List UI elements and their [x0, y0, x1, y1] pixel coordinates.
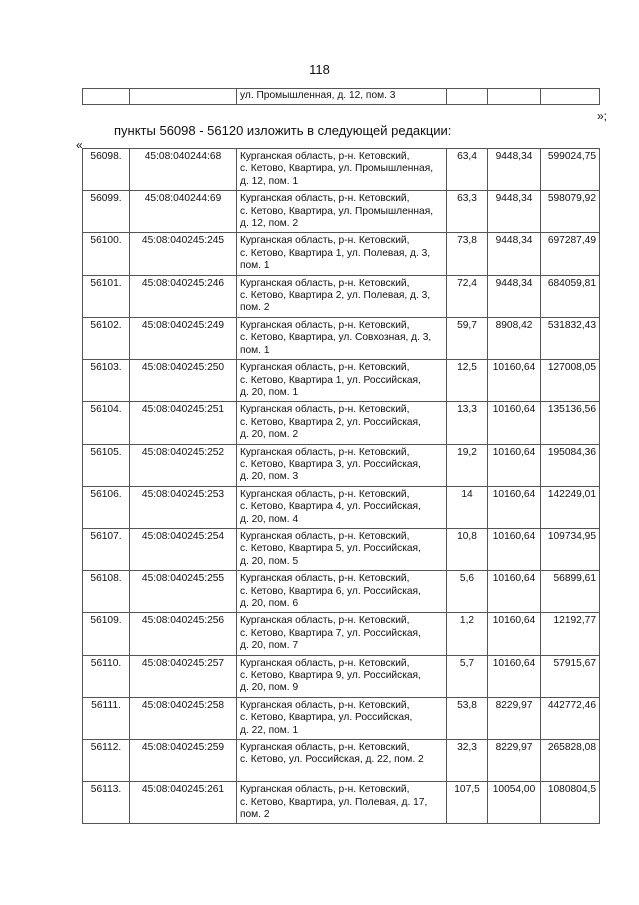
cell-address: Курганская область, р-н. Кетовский, с. Кетово, Квартира, ул. Промышленная, д. 12, пом. 1 — [237, 149, 447, 191]
cell-area: 10,8 — [447, 528, 488, 570]
cell-area: 53,8 — [447, 697, 488, 739]
cell-value: 684059,81 — [541, 275, 600, 317]
table-row — [83, 528, 600, 570]
cell-cadastral: 45:08:040245:245 — [130, 233, 237, 275]
cell-price: 10160,64 — [488, 444, 541, 486]
table-row — [83, 571, 600, 613]
cell-address: Курганская область, р-н. Кетовский, с. Кетово, Квартира 4, ул. Российская, д. 20, пом. 4 — [237, 486, 447, 528]
cell-value: 127008,05 — [541, 360, 600, 402]
cell-number: 56100. — [83, 233, 130, 275]
cell-address: Курганская область, р-н. Кетовский, с. Кетово, Квартира 7, ул. Российская, д. 20, пом. 7 — [237, 613, 447, 655]
cell-address: Курганская область, р-н. Кетовский, с. Кетово, Квартира 1, ул. Полевая, д. 3, пом. 1 — [237, 233, 447, 275]
cell-value: 109734,95 — [541, 528, 600, 570]
page-number: 118 — [309, 62, 330, 77]
cell-number: 56105. — [83, 444, 130, 486]
cell-value: 135136,56 — [541, 402, 600, 444]
cell-cadastral: 45:08:040245:257 — [130, 655, 237, 697]
cell-price: 10160,64 — [488, 655, 541, 697]
table-row — [83, 233, 600, 275]
cell-address: Курганская область, р-н. Кетовский, с. Кетово, Квартира, ул. Промышленная, д. 12, пом. 2 — [237, 191, 447, 233]
cell-cadastral: 45:08:040245:255 — [130, 571, 237, 613]
cell-number: 56106. — [83, 486, 130, 528]
cell-number: 56098. — [83, 149, 130, 191]
cell-area: 1,2 — [447, 613, 488, 655]
cell-cadastral: 45:08:040245:253 — [130, 486, 237, 528]
cell-price: 10160,64 — [488, 360, 541, 402]
cell-price: 8229,97 — [488, 740, 541, 782]
cell-value: 697287,49 — [541, 233, 600, 275]
cell-cadastral: 45:08:040244:69 — [130, 191, 237, 233]
cell-area: 5,7 — [447, 655, 488, 697]
cell-cadastral: 45:08:040245:261 — [130, 782, 237, 824]
cell-price: 10160,64 — [488, 571, 541, 613]
cell-cadastral: 45:08:040244:68 — [130, 149, 237, 191]
amendment-intro: пункты 56098 - 56120 изложить в следующей редакции: — [114, 123, 452, 138]
cell-number: 56107. — [83, 528, 130, 570]
cell-area — [447, 89, 488, 105]
cell-value: 265828,08 — [541, 740, 600, 782]
table-row — [83, 89, 600, 105]
cell-number: 56099. — [83, 191, 130, 233]
cell-address: Курганская область, р-н. Кетовский, с. Кетово, Квартира, ул. Российская, д. 22, пом. 1 — [237, 697, 447, 739]
cell-value: 599024,75 — [541, 149, 600, 191]
cell-price: 10054,00 — [488, 782, 541, 824]
cell-value: 598079,92 — [541, 191, 600, 233]
cell-value: 531832,43 — [541, 317, 600, 359]
table-row — [83, 782, 600, 824]
cell-cadastral: 45:08:040245:251 — [130, 402, 237, 444]
cell-address: Курганская область, р-н. Кетовский, с. Кетово, Квартира 1, ул. Российская, д. 20, пом. 1 — [237, 360, 447, 402]
property-table — [82, 148, 600, 824]
cell-cadastral: 45:08:040245:252 — [130, 444, 237, 486]
cell-area: 19,2 — [447, 444, 488, 486]
cell-address: Курганская область, р-н. Кетовский, с. Кетово, Квартира 2, ул. Полевая, д. 3, пом. 2 — [237, 275, 447, 317]
cell-address: Курганская область, р-н. Кетовский, с. Кетово, Квартира 9, ул. Российская, д. 20, пом. 9 — [237, 655, 447, 697]
cell-cadastral: 45:08:040245:249 — [130, 317, 237, 359]
cell-area: 12,5 — [447, 360, 488, 402]
cell-number — [83, 89, 130, 105]
cell-cadastral: 45:08:040245:254 — [130, 528, 237, 570]
table-row — [83, 275, 600, 317]
cell-value — [541, 89, 600, 105]
cell-number: 56108. — [83, 571, 130, 613]
table-row — [83, 402, 600, 444]
cell-value: 195084,36 — [541, 444, 600, 486]
cell-price: 10160,64 — [488, 613, 541, 655]
cell-price: 9448,34 — [488, 233, 541, 275]
cell-price: 8908,42 — [488, 317, 541, 359]
table-row — [83, 697, 600, 739]
cell-value: 57915,67 — [541, 655, 600, 697]
cell-cadastral: 45:08:040245:246 — [130, 275, 237, 317]
cell-value: 12192,77 — [541, 613, 600, 655]
cell-address: Курганская область, р-н. Кетовский, с. Кетово, Квартира, ул. Полевая, д. 17, пом. 2 — [237, 782, 447, 824]
cell-number: 56102. — [83, 317, 130, 359]
closing-quote: »; — [597, 109, 608, 123]
opening-quote: « — [76, 138, 83, 152]
cell-area: 73,8 — [447, 233, 488, 275]
table-row — [83, 317, 600, 359]
cell-address: Курганская область, р-н. Кетовский, с. Кетово, Квартира 2, ул. Российская, д. 20, пом. 2 — [237, 402, 447, 444]
table-row — [83, 149, 600, 191]
cell-number: 56103. — [83, 360, 130, 402]
table-row — [83, 486, 600, 528]
cell-value: 56899,61 — [541, 571, 600, 613]
cell-number: 56110. — [83, 655, 130, 697]
cell-number: 56113. — [83, 782, 130, 824]
cell-address: Курганская область, р-н. Кетовский, с. Кетово, Квартира 5, ул. Российская, д. 20, пом. 5 — [237, 528, 447, 570]
cell-area: 32,3 — [447, 740, 488, 782]
cell-price: 10160,64 — [488, 402, 541, 444]
cell-price: 9448,34 — [488, 191, 541, 233]
cell-area: 5,6 — [447, 571, 488, 613]
cell-address: Курганская область, р-н. Кетовский, с. Кетово, ул. Российская, д. 22, пом. 2 — [237, 740, 447, 782]
cell-price — [488, 89, 541, 105]
cell-number: 56101. — [83, 275, 130, 317]
table-row — [83, 740, 600, 782]
cell-price: 10160,64 — [488, 486, 541, 528]
cell-cadastral: 45:08:040245:256 — [130, 613, 237, 655]
table-row — [83, 444, 600, 486]
cell-price: 9448,34 — [488, 275, 541, 317]
cell-area: 72,4 — [447, 275, 488, 317]
cell-cadastral — [130, 89, 237, 105]
table-row — [83, 360, 600, 402]
cell-address: Курганская область, р-н. Кетовский, с. Кетово, Квартира 6, ул. Российская, д. 20, пом. 6 — [237, 571, 447, 613]
cell-area: 14 — [447, 486, 488, 528]
table-row — [83, 655, 600, 697]
previous-table-fragment — [82, 88, 600, 105]
cell-value: 1080804,5 — [541, 782, 600, 824]
table-row — [83, 191, 600, 233]
cell-address: Курганская область, р-н. Кетовский, с. Кетово, Квартира 3, ул. Российская, д. 20, пом. 3 — [237, 444, 447, 486]
cell-area: 59,7 — [447, 317, 488, 359]
cell-cadastral: 45:08:040245:250 — [130, 360, 237, 402]
cell-number: 56104. — [83, 402, 130, 444]
cell-area: 107,5 — [447, 782, 488, 824]
cell-area: 63,3 — [447, 191, 488, 233]
cell-area: 63,4 — [447, 149, 488, 191]
cell-cadastral: 45:08:040245:258 — [130, 697, 237, 739]
cell-number: 56109. — [83, 613, 130, 655]
cell-address: ул. Промышленная, д. 12, пом. 3 — [237, 89, 447, 105]
cell-price: 9448,34 — [488, 149, 541, 191]
cell-value: 142249,01 — [541, 486, 600, 528]
cell-price: 10160,64 — [488, 528, 541, 570]
cell-address: Курганская область, р-н. Кетовский, с. Кетово, Квартира, ул. Совхозная, д. 3, пом. 1 — [237, 317, 447, 359]
table-row — [83, 613, 600, 655]
cell-cadastral: 45:08:040245:259 — [130, 740, 237, 782]
cell-area: 13,3 — [447, 402, 488, 444]
cell-number: 56112. — [83, 740, 130, 782]
cell-number: 56111. — [83, 697, 130, 739]
cell-value: 442772,46 — [541, 697, 600, 739]
cell-price: 8229,97 — [488, 697, 541, 739]
